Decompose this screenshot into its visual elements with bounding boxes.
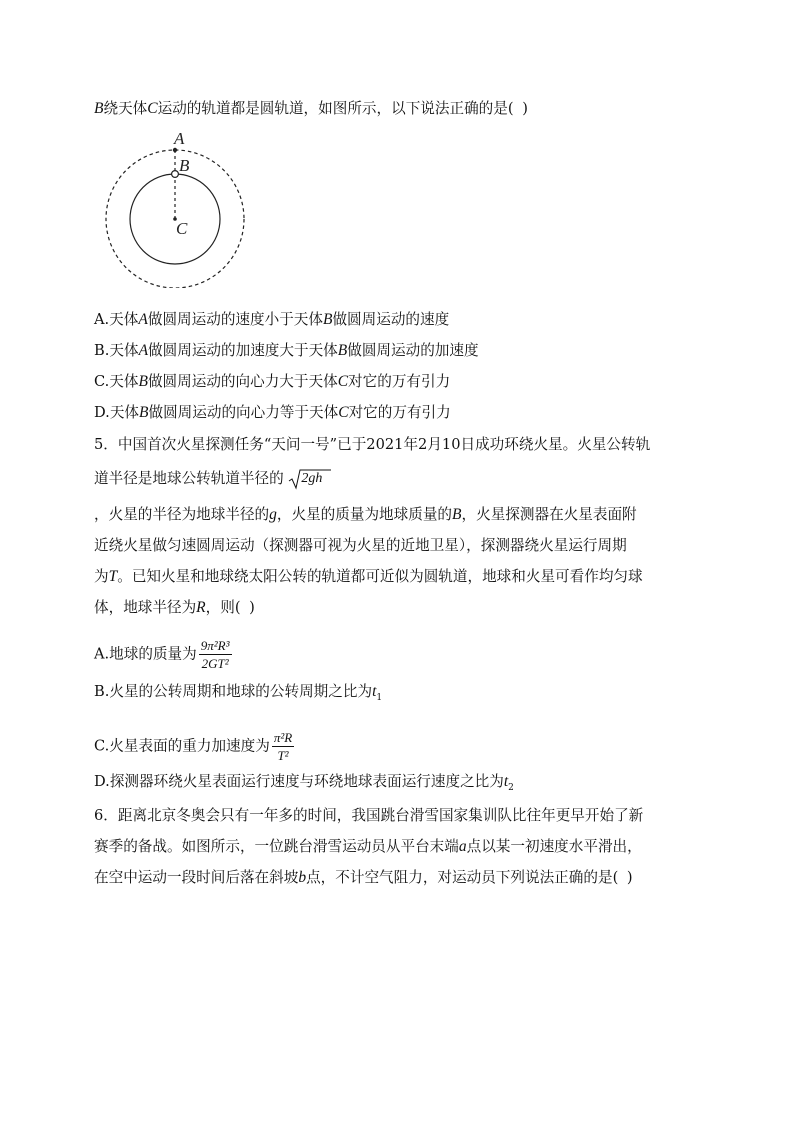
point-a <box>173 148 177 152</box>
q4-option-d: D.天体B做圆周运动的向心力等于天体C对它的万有引力 <box>94 404 451 421</box>
q5-stem-line-4: 近绕火星做匀速圆周运动（探测器可视为火星的近地卫星），探测器绕火星运行周期 <box>94 537 627 554</box>
q6-stem-line-1: 6．距离北京冬奥会只有一年多的时间，我国跳台滑雪国家集训队比往年更早开始了新 <box>94 807 644 824</box>
label-b: B <box>179 156 190 175</box>
sqrt-expression: 2gh <box>288 468 332 490</box>
orbit-diagram <box>98 128 258 288</box>
q5-stem-line-3: ，火星的半径为地球半径的g，火星的质量为地球质量的B，火星探测器在火星表面附 <box>94 506 637 523</box>
point-b <box>172 171 179 178</box>
q5-option-d: D.探测器环绕火星表面运行速度与环绕地球表面运行速度之比为$t_2$ <box>94 773 514 793</box>
fraction-earth-mass: $\frac{\text{9π²R³}}{\text{2GT²}}$ <box>200 638 230 671</box>
q4-stem-line: B绕天体C运动的轨道都是圆轨道，如图所示，以下说法正确的是( ) <box>94 100 530 117</box>
fraction-gravity: $\frac{\text{π²R}}{\text{T²}}$ <box>273 730 293 763</box>
q4-option-c: C.天体B做圆周运动的向心力大于天体C对它的万有引力 <box>94 373 451 390</box>
q5-stem-line-1: 5．中国首次火星探测任务“天问一号”已于2021年2月10日成功环绕火星。火星公转轨 <box>94 436 651 453</box>
q5-stem-line-5: 为T。已知火星和地球绕太阳公转的轨道都可近似为圆轨道，地球和火星可看作均匀球 <box>94 568 643 585</box>
q6-stem-line-3: 在空中运动一段时间后落在斜坡b点，不计空气阻力，对运动员下列说法正确的是( ) <box>94 869 635 886</box>
q5-stem-line-2: 道半径是地球公转轨道半径的 2gh <box>94 468 332 490</box>
q6-stem-line-2: 赛季的备战。如图所示，一位跳台滑雪运动员从平台末端a点以某一初速度水平滑出， <box>94 838 642 855</box>
q5-option-a: A.地球的质量为 $\frac{\text{9π²R³}}{\text{2GT²}}$ <box>94 638 230 671</box>
q5-stem-line-6: 体，地球半径为R，则( ) <box>94 599 257 616</box>
label-a: A <box>174 129 185 148</box>
q4-option-b: B.天体A做圆周运动的加速度大于天体B做圆周运动的加速度 <box>94 342 479 359</box>
q5-option-c: C.火星表面的重力加速度为 $\frac{\text{π²R}}{\text{T²}}$ <box>94 730 293 763</box>
q4-option-a: A.天体A做圆周运动的速度小于天体B做圆周运动的速度 <box>94 311 450 328</box>
label-c: C <box>176 219 188 238</box>
q5-option-b: B.火星的公转周期和地球的公转周期之比为$t_1$ <box>94 683 383 703</box>
